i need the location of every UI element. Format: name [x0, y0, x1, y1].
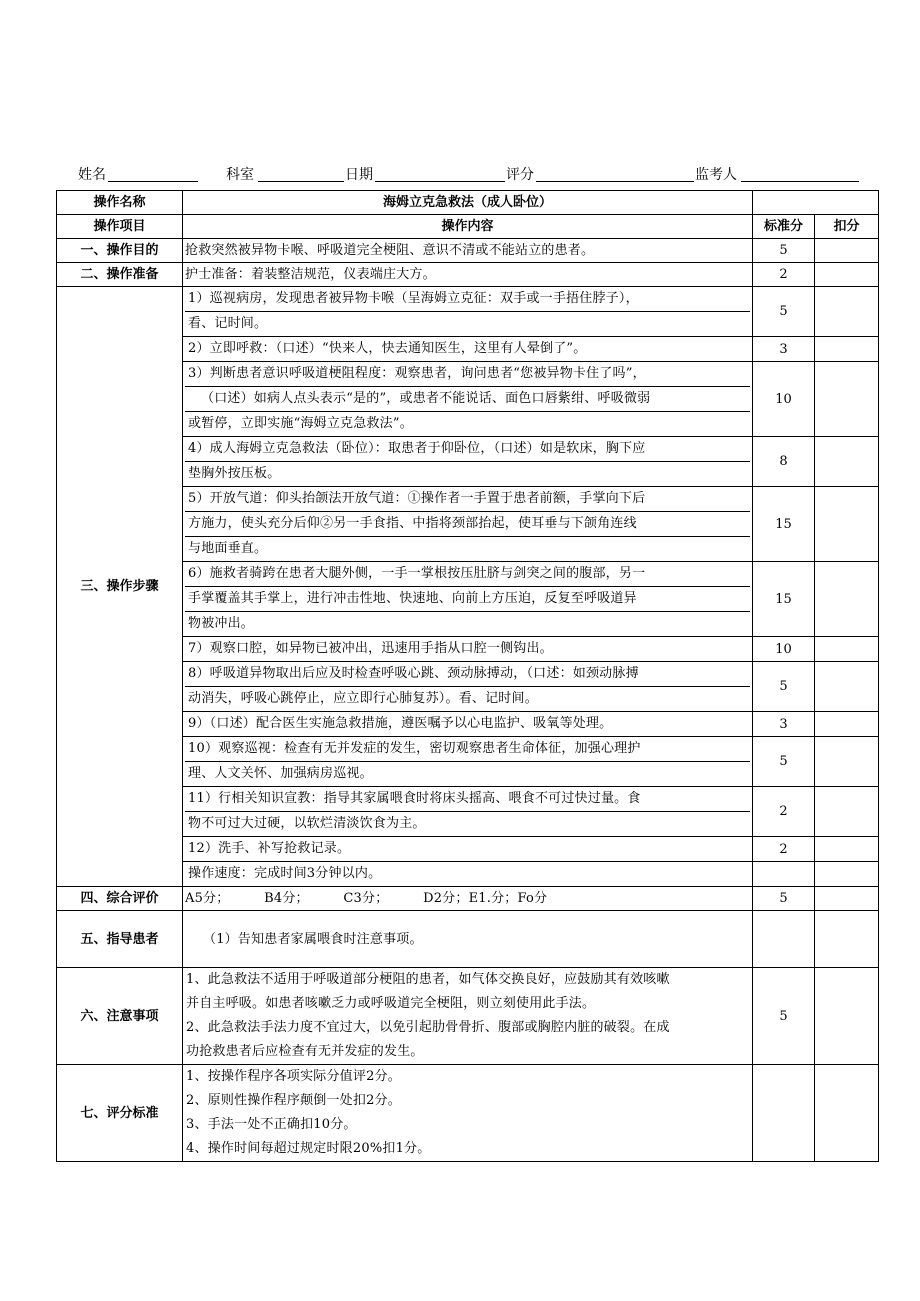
eval-deduct[interactable] [815, 887, 879, 911]
col-item-header: 操作项目 [57, 215, 183, 239]
note-line: 功抢救患者后应检查有无并发症的发生。 [186, 1044, 424, 1059]
guide-deduct[interactable] [815, 911, 879, 968]
prep-label: 二、操作准备 [57, 263, 183, 287]
eval-label: 四、综合评价 [57, 887, 183, 911]
scoring-content [183, 1065, 753, 1162]
evaluation-table [56, 190, 879, 1162]
prep-row [57, 263, 879, 287]
examiner-blank[interactable] [741, 181, 859, 182]
date-blank[interactable] [375, 181, 505, 182]
step-content [183, 337, 753, 362]
step-content [183, 487, 753, 562]
step-deduct[interactable] [815, 787, 879, 837]
scoring-deduct[interactable] [815, 1065, 879, 1162]
step-line: 9）（口述）配合医生实施急救措施，遵医嘱予以心电监护、吸氧等处理。 [188, 716, 613, 731]
exam-header [78, 162, 860, 184]
step-deduct[interactable] [815, 837, 879, 862]
notes-score: 5 [753, 968, 815, 1065]
purpose-content: 抢救突然被异物卡喉、呼吸道完全梗阻、意识不清或不能站立的患者。 [183, 239, 753, 263]
notes-row [57, 968, 879, 1065]
step-content [183, 737, 753, 787]
eval-row [57, 887, 879, 911]
step-line: 11）行相关知识宣教：指导其家属喂食时将床头摇高、喂食不可过快过量。食 [185, 787, 750, 812]
step-deduct[interactable] [815, 437, 879, 487]
step-score: 15 [753, 562, 815, 637]
scoring-line: 4、操作时间每超过规定时限20%扣1分。 [186, 1141, 431, 1156]
step-content [183, 362, 753, 437]
step-content [183, 637, 753, 662]
scoring-label: 七、评分标准 [57, 1065, 183, 1162]
op-name-row [57, 191, 879, 215]
step-line: 理、人文关怀、加强病房巡视。 [188, 766, 373, 781]
col-deduct-header: 扣分 [815, 215, 879, 239]
step-deduct[interactable] [815, 337, 879, 362]
step-line: 垫胸外按压板。 [188, 466, 281, 481]
step-line: （口述）如病人点头表示“是的”，或患者不能说话、面色口唇紫绀、呼吸微弱 [185, 387, 750, 412]
step-deduct[interactable] [815, 662, 879, 712]
dept-label: 科室 [226, 167, 254, 183]
step-line: 1）巡视病房，发现患者被异物卡喉（呈海姆立克征：双手或一手捂住脖子）， [185, 287, 750, 312]
step-score [753, 862, 815, 887]
step-score: 15 [753, 487, 815, 562]
steps-label: 三、操作步骤 [57, 287, 183, 887]
step-line: 8）呼吸道异物取出后应及时检查呼吸心跳、颈动脉搏动，（口述：如颈动脉搏 [185, 662, 750, 687]
step-line: 12）洗手、补写抢救记录。 [188, 841, 351, 856]
step-row [57, 287, 879, 337]
step-line: 与地面垂直。 [188, 541, 268, 556]
step-deduct[interactable] [815, 712, 879, 737]
step-line: 2）立即呼救：（口述）“快来人，快去通知医生，这里有人晕倒了”。 [188, 341, 587, 356]
step-line: 4）成人海姆立克急救法（卧位）：取患者于仰卧位，（口述）如是软床，胸下应 [185, 437, 750, 462]
purpose-row [57, 239, 879, 263]
step-deduct[interactable] [815, 287, 879, 337]
step-line: 动消失，呼吸心跳停止，应立即行心肺复苏）。看、记时间。 [188, 691, 538, 706]
date-label: 日期 [345, 167, 373, 183]
notes-label: 六、注意事项 [57, 968, 183, 1065]
dept-blank[interactable] [258, 181, 344, 182]
header-row [57, 215, 879, 239]
step-line: 或暂停，立即实施“海姆立克急救法”。 [188, 416, 413, 431]
notes-deduct[interactable] [815, 968, 879, 1065]
step-content [183, 712, 753, 737]
purpose-score: 5 [753, 239, 815, 263]
prep-score: 2 [753, 263, 815, 287]
prep-content: 护士准备：着装整洁规范，仪表端庄大方。 [183, 263, 753, 287]
guide-label: 五、指导患者 [57, 911, 183, 968]
step-line: 7）观察口腔，如异物已被冲出，迅速用手指从口腔一侧钩出。 [188, 641, 553, 656]
step-deduct[interactable] [815, 862, 879, 887]
step-line: 物不可过大过硬，以软烂清淡饮食为主。 [188, 816, 426, 831]
notes-content [183, 968, 753, 1065]
guide-score [753, 911, 815, 968]
step-line: 3）判断患者意识呼吸道梗阻程度：观察患者，询问患者“您被异物卡住了吗”， [185, 362, 750, 387]
scoring-row [57, 1065, 879, 1162]
step-line: 物被冲出。 [188, 616, 255, 631]
step-content [183, 562, 753, 637]
step-score: 2 [753, 837, 815, 862]
step-line: 操作速度：完成时间3分钟以内。 [188, 866, 382, 881]
step-content [183, 787, 753, 837]
step-line: 看、记时间。 [188, 316, 268, 331]
scoring-line: 2、原则性操作程序颠倒一处扣2分。 [186, 1093, 401, 1108]
step-content [183, 837, 753, 862]
step-deduct[interactable] [815, 737, 879, 787]
name-label: 姓名 [78, 167, 106, 183]
examiner-label: 监考人 [695, 167, 737, 183]
step-score: 3 [753, 337, 815, 362]
guide-row [57, 911, 879, 968]
score-label: 评分 [506, 167, 534, 183]
prep-deduct[interactable] [815, 263, 879, 287]
eval-score: 5 [753, 887, 815, 911]
step-line: 10）观察巡视：检查有无并发症的发生，密切观察患者生命体征，加强心理护 [185, 737, 750, 762]
step-score: 5 [753, 662, 815, 712]
scoring-line: 1、按操作程序各项实际分值评2分。 [186, 1069, 401, 1084]
scoring-line: 3、手法一处不正确扣10分。 [186, 1117, 357, 1132]
note-line: 1、此急救法不适用于呼吸道部分梗阻的患者，如气体交换良好，应鼓励其有效咳嗽 [186, 972, 670, 987]
purpose-deduct[interactable] [815, 239, 879, 263]
note-line: 并自主呼吸。如患者咳嗽乏力或呼吸道完全梗阻，则立刻使用此手法。 [186, 996, 596, 1011]
step-line: 6）施救者骑跨在患者大腿外侧，一手一掌根按压肚脐与剑突之间的腹部，另一 [185, 562, 750, 587]
step-score: 10 [753, 637, 815, 662]
step-content [183, 437, 753, 487]
step-score: 5 [753, 287, 815, 337]
step-score: 3 [753, 712, 815, 737]
step-line: 手掌覆盖其手掌上，进行冲击性地、快速地、向前上方压迫，反复至呼吸道异 [185, 587, 750, 612]
guide-content: （1）告知患者家属喂食时注意事项。 [183, 911, 753, 968]
step-deduct[interactable] [815, 637, 879, 662]
name-blank[interactable] [108, 181, 198, 182]
step-score: 2 [753, 787, 815, 837]
scoring-std [753, 1065, 815, 1162]
eval-content: A5分； B4分； C3分； D2分；E1.分；Fo分 [183, 887, 753, 911]
col-content-header: 操作内容 [183, 215, 753, 239]
score-blank[interactable] [536, 181, 694, 182]
step-score: 5 [753, 737, 815, 787]
note-line: 2、此急救法手法力度不宜过大，以免引起肋骨骨折、腹部或胸腔内脏的破裂。在成 [186, 1020, 670, 1035]
step-content [183, 862, 753, 887]
col-std-header: 标准分 [753, 215, 815, 239]
step-line: 方施力，使头充分后仰②另一手食指、中指将颈部抬起，使耳垂与下颌角连线 [185, 512, 750, 537]
step-score: 10 [753, 362, 815, 437]
step-score: 8 [753, 437, 815, 487]
step-deduct[interactable] [815, 487, 879, 562]
purpose-label: 一、操作目的 [57, 239, 183, 263]
op-name-label: 操作名称 [57, 191, 183, 215]
step-content [183, 662, 753, 712]
op-name-blank [753, 191, 879, 215]
step-content [183, 287, 753, 337]
step-deduct[interactable] [815, 362, 879, 437]
step-deduct[interactable] [815, 562, 879, 637]
op-name-value: 海姆立克急救法（成人卧位） [183, 191, 753, 215]
step-line: 5）开放气道：仰头抬颌法开放气道：①操作者一手置于患者前额，手掌向下后 [185, 487, 750, 512]
